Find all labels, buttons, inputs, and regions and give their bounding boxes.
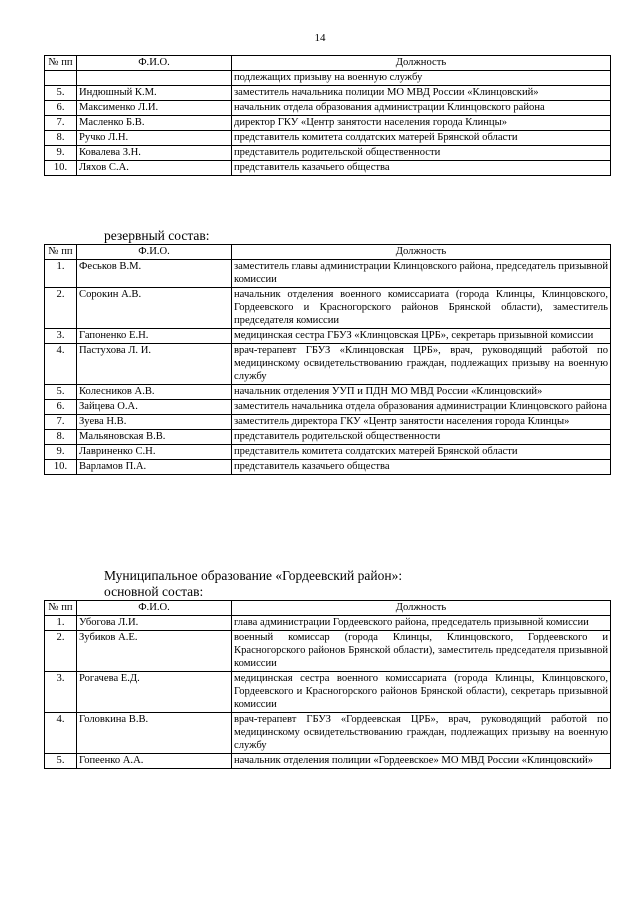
row-number: 3.: [45, 672, 77, 713]
member-name: Феськов В.М.: [77, 260, 232, 288]
table-row: [45, 161, 611, 176]
member-position: представитель родительской общественности: [232, 146, 611, 161]
table-header-row: [45, 601, 611, 616]
row-number: 8.: [45, 131, 77, 146]
table-row: [45, 385, 611, 400]
member-name: Ручко Л.Н.: [77, 131, 232, 146]
table-row: [45, 344, 611, 385]
row-number: 7.: [45, 116, 77, 131]
member-name: Головкина В.В.: [77, 713, 232, 754]
member-name: Гопеенко А.А.: [77, 754, 232, 769]
row-number: 10.: [45, 460, 77, 475]
row-number: 6.: [45, 101, 77, 116]
table-row: [45, 260, 611, 288]
table1-body: [45, 86, 611, 176]
member-position: глава администрации Гордеевского района, председатель призывной комиссии: [232, 616, 611, 631]
member-position: начальник отдела образования администрации Клинцовского района: [232, 101, 611, 116]
member-name: Гапоненко Е.Н.: [77, 329, 232, 344]
page-number: 14: [314, 32, 326, 44]
member-position: заместитель начальника полиции МО МВД России «Клинцовский»: [232, 86, 611, 101]
row-number: 1.: [45, 260, 77, 288]
row-number: 6.: [45, 400, 77, 415]
row-number: 7.: [45, 415, 77, 430]
member-name: Индюшный К.М.: [77, 86, 232, 101]
member-position: врач-терапевт ГБУЗ «Клинцовская ЦРБ», врач, руководящий работой по медицинскому освидетельствованию граждан, подлежащих призыву на военную службу: [232, 344, 611, 385]
section-heading-municipality: Муниципальное образование «Гордеевский район»:: [104, 568, 403, 583]
header-name: Ф.И.О.: [77, 245, 232, 260]
table-row: [45, 616, 611, 631]
member-position: начальник отделения УУП и ПДН МО МВД России «Клинцовский»: [232, 385, 611, 400]
table-row: [45, 754, 611, 769]
table-row: [45, 116, 611, 131]
table-row: [45, 631, 611, 672]
header-position: Должность: [232, 56, 611, 71]
member-name: Ковалева З.Н.: [77, 146, 232, 161]
table2-body: [45, 260, 611, 475]
member-name: Лавриненко С.Н.: [77, 445, 232, 460]
row-number: 3.: [45, 329, 77, 344]
member-position: заместитель директора ГКУ «Центр занятости населения города Клинцы»: [232, 415, 611, 430]
commission-table-reserve: [44, 244, 611, 475]
member-name: Пастухова Л. И.: [77, 344, 232, 385]
member-name: Рогачева Е.Д.: [77, 672, 232, 713]
member-name: Максименко Л.И.: [77, 101, 232, 116]
table-row: [45, 713, 611, 754]
table-row: [45, 672, 611, 713]
row-number: 4.: [45, 713, 77, 754]
member-position: медицинская сестра ГБУЗ «Клинцовская ЦРБ», секретарь призывной комиссии: [232, 329, 611, 344]
member-position: врач-терапевт ГБУЗ «Гордеевская ЦРБ», врач, руководящий работой по медицинскому освидетельствованию граждан, подлежащих призыву на военную службу: [232, 713, 611, 754]
member-name: Колесников А.В.: [77, 385, 232, 400]
row-number: 9.: [45, 146, 77, 161]
row-number: 5.: [45, 754, 77, 769]
member-position: представитель комитета солдатских матерей Брянской области: [232, 131, 611, 146]
member-name: Мальяновская В.В.: [77, 430, 232, 445]
member-position: начальник отделения полиции «Гордеевское» МО МВД России «Клинцовский»: [232, 754, 611, 769]
row-number: 1.: [45, 616, 77, 631]
table-row: [45, 86, 611, 101]
member-name: Ляхов С.А.: [77, 161, 232, 176]
commission-table-main-continued: [44, 55, 611, 176]
member-position: начальник отделения военного комиссариата (города Клинцы, Клинцовского, Гордеевского и Красногорского районов Брянской области), заместитель председателя комиссии: [232, 288, 611, 329]
table-row: [45, 131, 611, 146]
section-heading-reserve: резервный состав:: [104, 228, 210, 243]
row-number: 2.: [45, 288, 77, 329]
member-name: Варламов П.А.: [77, 460, 232, 475]
row-number: 2.: [45, 631, 77, 672]
header-num: № пп: [45, 56, 77, 71]
section-heading-main: основной состав:: [104, 584, 204, 599]
header-position: Должность: [232, 601, 611, 616]
commission-table-gordeevsky-main: [44, 600, 611, 769]
table-row: [45, 460, 611, 475]
member-name: Зайцева О.А.: [77, 400, 232, 415]
table-row: [45, 329, 611, 344]
member-position: представитель родительской общественности: [232, 430, 611, 445]
member-name: Сорокин А.В.: [77, 288, 232, 329]
row-number: 9.: [45, 445, 77, 460]
table-row: [45, 430, 611, 445]
table3-body: [45, 616, 611, 769]
member-position: медицинская сестра военного комиссариата (города Клинцы, Клинцовского, Гордеевского и Красногорского районов Брянской области), секретарь призывной комиссии: [232, 672, 611, 713]
member-position: заместитель начальника отдела образования администрации Клинцовского района: [232, 400, 611, 415]
table-row: [45, 445, 611, 460]
member-position: заместитель главы администрации Клинцовского района, председатель призывной комиссии: [232, 260, 611, 288]
header-num: № пп: [45, 245, 77, 260]
header-name: Ф.И.О.: [77, 56, 232, 71]
header-num: № пп: [45, 601, 77, 616]
header-name: Ф.И.О.: [77, 601, 232, 616]
row-number: 5.: [45, 385, 77, 400]
table-row: [45, 101, 611, 116]
member-position: представитель казачьего общества: [232, 460, 611, 475]
member-position: военный комиссар (города Клинцы, Клинцовского, Гордеевского и Красногорского районов Брянской области), заместитель председателя призывной комиссии: [232, 631, 611, 672]
member-name: Убогова Л.И.: [77, 616, 232, 631]
table-row-continuation: [45, 71, 611, 86]
member-name: Зубиков А.Е.: [77, 631, 232, 672]
member-position: директор ГКУ «Центр занятости населения города Клинцы»: [232, 116, 611, 131]
table-header-row: [45, 245, 611, 260]
table-row: [45, 415, 611, 430]
header-position: Должность: [232, 245, 611, 260]
member-position: представитель комитета солдатских матерей Брянской области: [232, 445, 611, 460]
table-row: [45, 288, 611, 329]
row-number: 4.: [45, 344, 77, 385]
row-number: 10.: [45, 161, 77, 176]
table-row: [45, 146, 611, 161]
position-cell: подлежащих призыву на военную службу: [232, 71, 611, 86]
member-position: представитель казачьего общества: [232, 161, 611, 176]
row-number: 5.: [45, 86, 77, 101]
table-header-row: [45, 56, 611, 71]
member-name: Масленко Б.В.: [77, 116, 232, 131]
row-number: 8.: [45, 430, 77, 445]
table-row: [45, 400, 611, 415]
member-name: Зуева Н.В.: [77, 415, 232, 430]
